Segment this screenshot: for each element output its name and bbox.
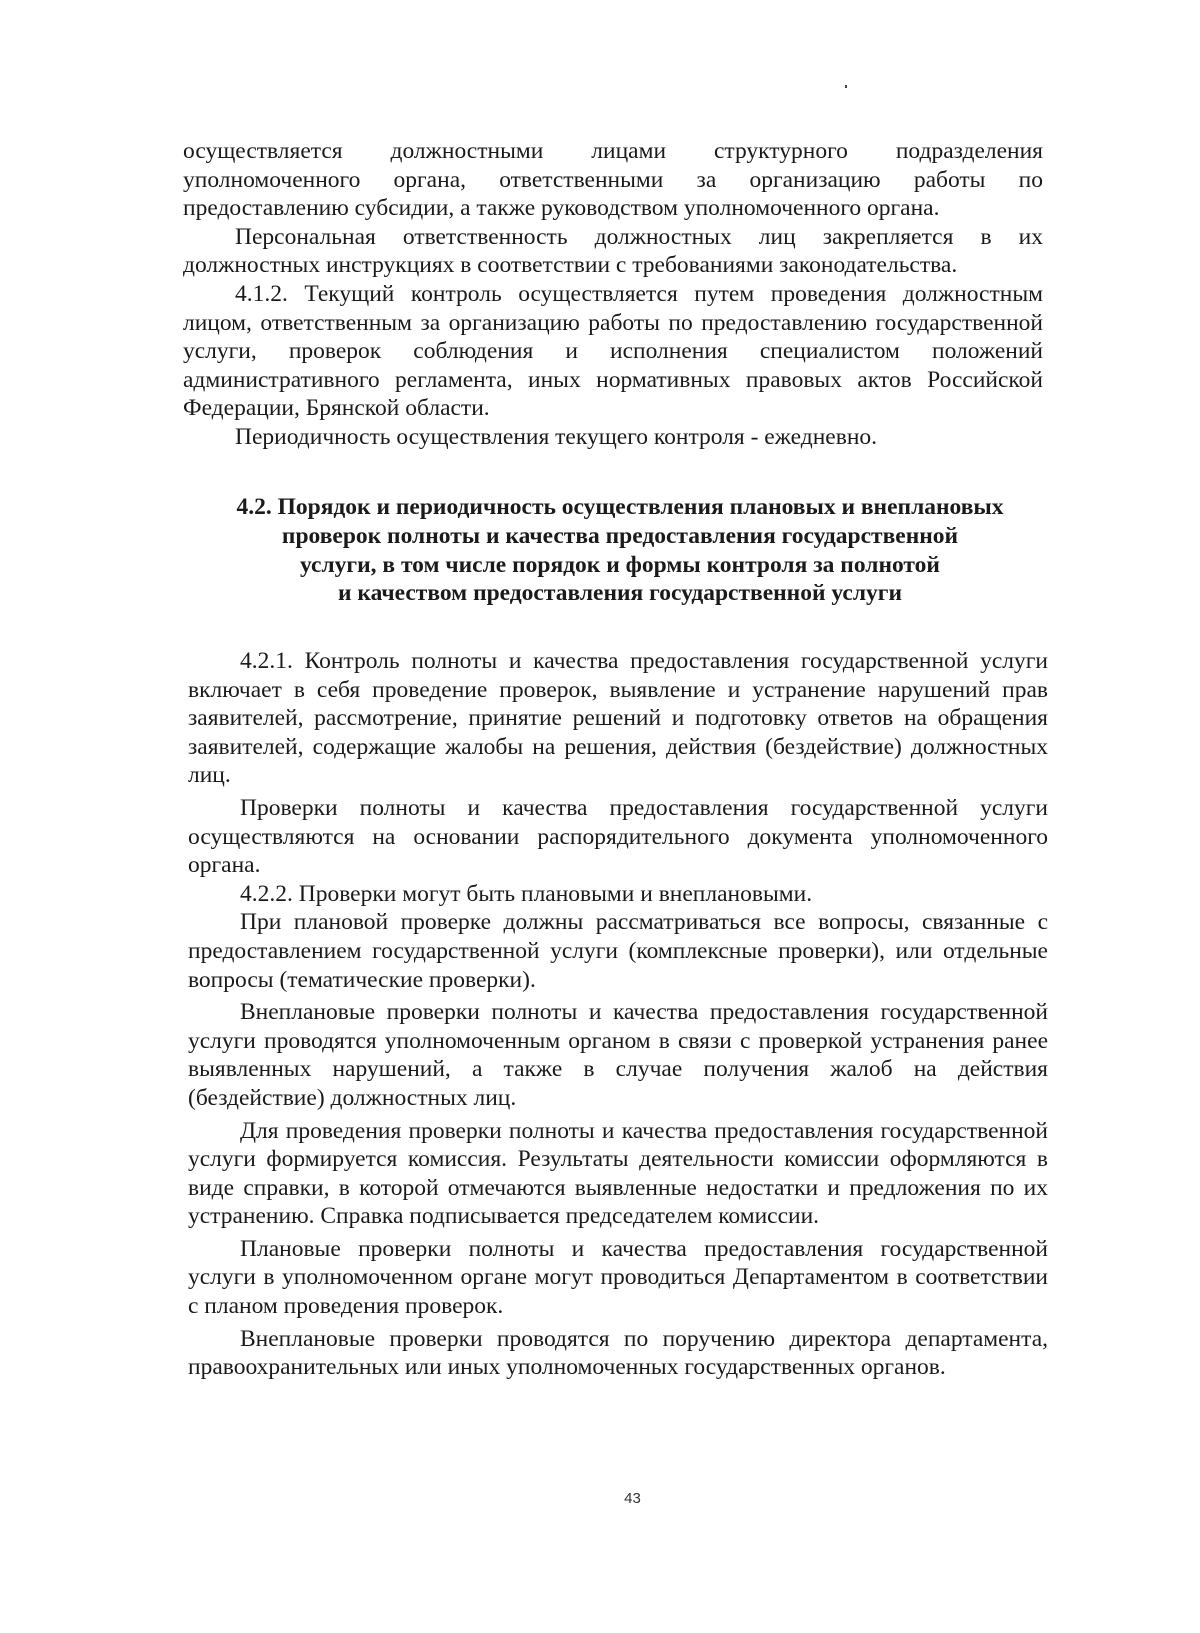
heading-line: и качеством предоставления государственной услуги: [338, 580, 902, 607]
paragraph: осуществляется должностными лицами структурного подразделения уполномоченного органа, ответственными за организацию работы по предоставлению субсидии, а также руководством уполномоченного органа.: [183, 138, 1043, 222]
paragraph: 4.1.2. Текущий контроль осуществляется путем проведения должностным лицом, ответственным за организацию работы по предоставлению государственной услуги, проверок соблюдения и исполнения специалистом положений административного регламента, иных нормативных правовых актов Российской Федерации, Брянской области.: [183, 280, 1043, 422]
paragraph: При плановой проверке должны рассматриваться все вопросы, связанные с предоставлением государственной услуги (комплексные проверки), или отдельные вопросы (тематические проверки).: [188, 909, 1048, 993]
paragraph: Для проведения проверки полноты и качества предоставления государственной услуги формируется комиссия. Результаты деятельности комиссии оформляются в виде справки, в которой отмечаются выявленные недостатки и предложения по их устранению. Справка подписывается председателем комиссии.: [188, 1117, 1048, 1230]
paragraph: Проверки полноты и качества предоставления государственной услуги осуществляются на основании распорядительного документа уполномоченного органа.: [188, 794, 1048, 879]
heading-line: услуги, в том числе порядок и формы контроля за полнотой: [300, 551, 940, 578]
paragraph: Плановые проверки полноты и качества предоставления государственной услуги в уполномоченном органе могут проводиться Департаментом в соответствии с планом проведения проверок.: [188, 1235, 1048, 1320]
paragraph: Периодичность осуществления текущего контроля - ежедневно.: [235, 423, 878, 450]
paragraph: Персональная ответственность должностных лиц закрепляется в их должностных инструкциях в соответствии с требованиями законодательства.: [183, 223, 1043, 279]
heading-line: проверок полноты и качества предоставления государственной: [281, 522, 959, 549]
heading-line: 4.2. Порядок и периодичность осуществления плановых и внеплановых: [236, 494, 1004, 520]
section-4-1-body: [183, 137, 1043, 452]
paragraph: Внеплановые проверки проводятся по поручению директора департамента, правоохранительных или иных уполномоченных государственных органов.: [188, 1325, 1048, 1381]
section-4-2-heading: [170, 493, 1070, 608]
page-number: 43: [624, 1490, 641, 1507]
section-4-2-body: [188, 647, 1048, 1382]
paragraph: 4.2.2. Проверки могут быть плановыми и внеплановыми.: [240, 880, 813, 907]
paragraph: 4.2.1. Контроль полноты и качества предоставления государственной услуги включает в себя проведение проверок, выявление и устранение нарушений прав заявителей, рассмотрение, принятие решений и подготовку ответов на обращения заявителей, содержащие жалобы на решения, действия (бездействие) должностных лиц.: [188, 648, 1048, 789]
scan-speck: [845, 85, 847, 88]
paragraph: Внеплановые проверки полноты и качества предоставления государственной услуги проводятся уполномоченным органом в связи с проверкой устранения ранее выявленных нарушений, а также в случае получения жалоб на действия (бездействие) должностных лиц.: [188, 999, 1048, 1111]
